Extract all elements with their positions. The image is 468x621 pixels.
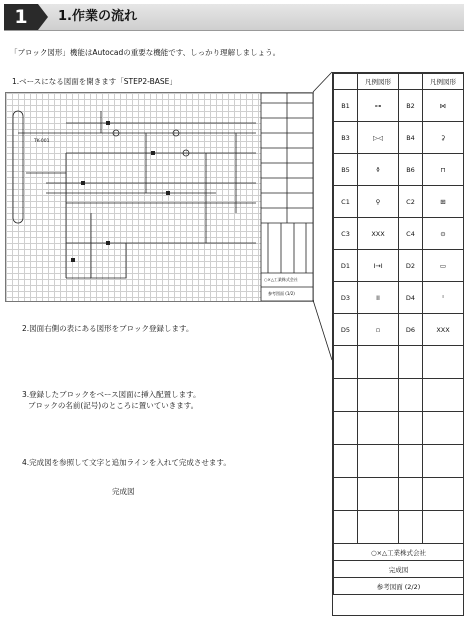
symbol-icon: I→I (358, 250, 399, 282)
drawing-title: 完成図 (334, 561, 464, 578)
empty-cell (334, 379, 358, 412)
empty-cell (399, 412, 423, 445)
empty-cell (423, 346, 464, 379)
symbol-code: B3 (334, 122, 358, 154)
empty-cell (423, 511, 464, 544)
empty-cell (399, 74, 423, 90)
symbol-code: C3 (334, 218, 358, 250)
empty-cell (358, 412, 399, 445)
empty-cell (334, 346, 358, 379)
empty-cell (334, 74, 358, 90)
empty-cell (423, 478, 464, 511)
company-name: ○×△工業株式会社 (334, 544, 464, 561)
step3-text: 3.登録したブロックをベース図面に挿入配置します。 (22, 390, 201, 399)
empty-cell (334, 412, 358, 445)
symbol-code: B2 (399, 90, 423, 122)
symbol-code: D4 (399, 282, 423, 314)
symbol-icon: ⚲ (358, 186, 399, 218)
drawing-company: ○×△工業株式会社 (264, 277, 298, 282)
symbol-icon: ⚳ (423, 122, 464, 154)
empty-cell (334, 478, 358, 511)
empty-cell (358, 346, 399, 379)
empty-cell (358, 445, 399, 478)
symbol-icon: ▷◁ (358, 122, 399, 154)
symbol-icon: XXX (358, 218, 399, 250)
symbol-icon: ⊓ (423, 154, 464, 186)
empty-cell (399, 379, 423, 412)
empty-cell (399, 445, 423, 478)
completed-label: 完成図 (112, 487, 135, 496)
symbol-code: B6 (399, 154, 423, 186)
symbol-code: D3 (334, 282, 358, 314)
intro-text: 「ブロック図形」機能はAutocadの重要な機能です、しっかり理解しましょう。 (10, 48, 281, 57)
symbol-icon: XXX (423, 314, 464, 346)
drawing-ref: 参考図面 (1/2) (268, 291, 295, 296)
symbol-code: D2 (399, 250, 423, 282)
step2-text: 2.図面右側の表にある図形をブロック登録します。 (22, 324, 194, 333)
empty-cell (399, 511, 423, 544)
empty-cell (358, 478, 399, 511)
empty-cell (423, 445, 464, 478)
symbol-code: B5 (334, 154, 358, 186)
symbol-code: B4 (399, 122, 423, 154)
tank-label: TK-001 (34, 139, 50, 144)
empty-cell (423, 412, 464, 445)
symbol-icon: ⊶ (358, 90, 399, 122)
symbol-icon: ▭ (423, 250, 464, 282)
symbol-code: C2 (399, 186, 423, 218)
symbol-code: D6 (399, 314, 423, 346)
step4-text: 4.完成図を参照して文字と追加ラインを入れて完成させます。 (22, 458, 231, 467)
section-number: 1 (4, 4, 38, 30)
step1-text: 1.ベースになる図面を開きます「STEP2-BASE」 (12, 77, 177, 86)
symbol-code: D5 (334, 314, 358, 346)
symbol-code: C1 (334, 186, 358, 218)
symbol-code: D1 (334, 250, 358, 282)
symbol-icon: II (358, 282, 399, 314)
empty-cell (399, 346, 423, 379)
symbol-icon: ⚱ (358, 154, 399, 186)
drawing-reference: 参考図面 (2/2) (334, 578, 464, 595)
step3-subtext: ブロックの名前(記号)のところに置いていきます。 (28, 401, 199, 410)
empty-cell (423, 379, 464, 412)
section-title: 1.作業の流れ (58, 9, 137, 24)
legend-header: 凡例図形 (358, 74, 399, 90)
empty-cell (399, 478, 423, 511)
empty-cell (358, 511, 399, 544)
empty-cell (358, 379, 399, 412)
legend-header: 凡例図形 (423, 74, 464, 90)
symbol-icon: ⊞ (423, 186, 464, 218)
legend-table (332, 72, 464, 616)
empty-cell (334, 445, 358, 478)
symbol-icon: ᑊ (423, 282, 464, 314)
symbol-icon: ▫ (358, 314, 399, 346)
empty-cell (334, 511, 358, 544)
symbol-icon: ⊙ (423, 218, 464, 250)
symbol-code: B1 (334, 90, 358, 122)
symbol-code: C4 (399, 218, 423, 250)
symbol-icon: ⋈ (423, 90, 464, 122)
